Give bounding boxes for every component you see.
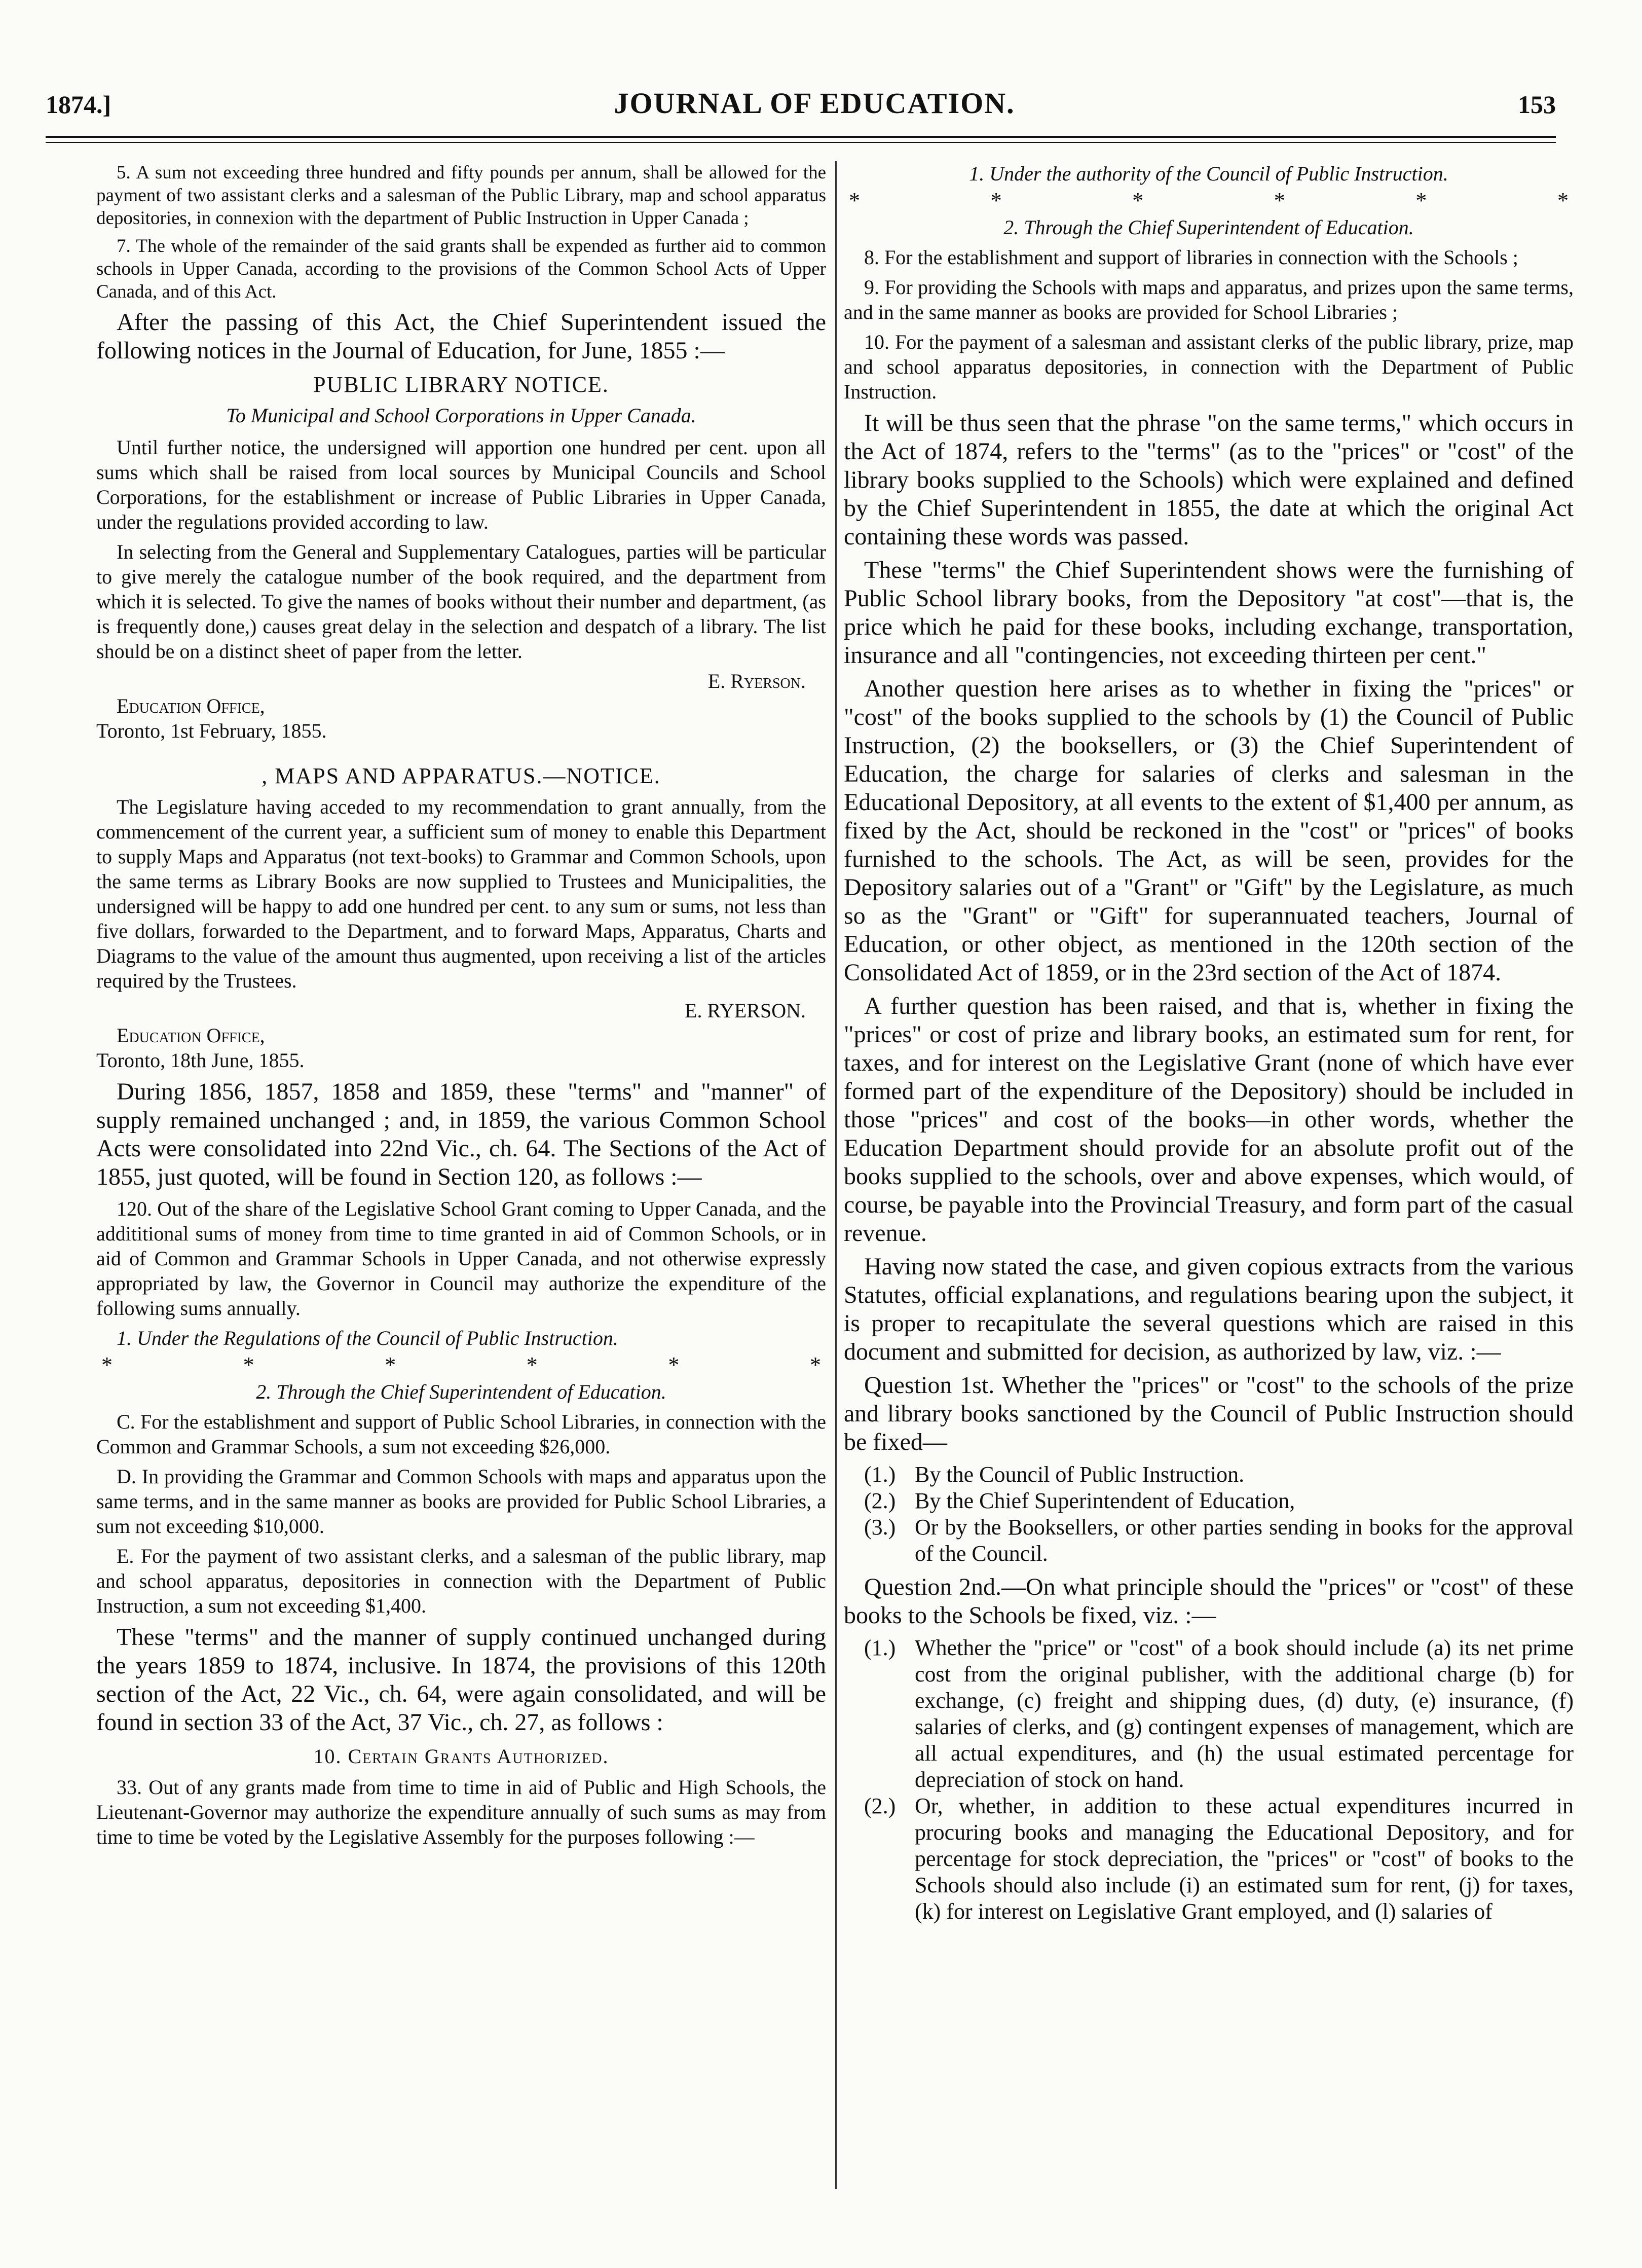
question-2-options [864,1635,1574,1925]
section-heading: PUBLIC LIBRARY NOTICE. [313,372,609,397]
section-heading: 10. Certain Grants Authorized. [313,1745,609,1768]
paragraph: 5. A sum not exceeding three hundred and fifty pounds per annum, shall be allowed for the payment of two assistant clerks and a salesman of the Public Library, map and school apparatus depositories, in connexion with the department of Public Instruction in Upper Canada ; [96,162,826,229]
numbered-heading: 2. Through the Chief Superintendent of Education. [1003,216,1414,239]
right-column [844,161,1574,2240]
signature: E. RYERSON. [685,999,806,1022]
paragraph: It will be thus seen that the phrase "on the same terms," which occurs in the Act of 1874, refers to the "terms" (as to the "prices" or "cost" of the library books supplied to the Schools) which were explained and defined by the Chief Superintendent in 1855, the date at which the original Act containing these words was passed. [844,410,1574,550]
paragraph: These "terms" the Chief Superintendent shows were the furnishing of Public School library books, from the Depository "at cost"—that is, the price which he paid for these books, including exchange, transportation, insurance and all "contingencies, not exceeding thirteen per cent." [844,557,1574,669]
paragraph: C. For the establishment and support of Public School Libraries, in connection with the Common and Grammar Schools, a sum not exceeding $26,000. [96,1410,826,1458]
asterisk-row: * * * * * * [849,188,1569,213]
header-rule [46,136,1556,138]
paragraph: After the passing of this Act, the Chief Superintendent issued the following notices in the Journal of Education, for June, 1855 :— [96,309,826,364]
list-item: (2.) Or, whether, in addition to these actual expenditures incurred in procuring books and managing the Educational Depository, and for percentage for stock depreciation, the "prices" or "cost" of books to the Schools should also include (i) an estimated sum for rent, (j) for taxes, (k) for interest on Legislative Grant employed, and (l) salaries of [864,1794,1574,1924]
paragraph: 7. The whole of the remainder of the said grants shall be expended as further aid to common schools in Upper Canada, according to the provisions of the Common School Acts of Upper Canada, and of this Act. [96,236,826,302]
question-1: Question 1st. Whether the "prices" or "cost" to the schools of the prize and library books sanctioned by the Council of Public Instruction should be fixed— [844,1372,1574,1455]
header-rule-thin [46,142,1556,143]
numbered-heading: 1. Under the Regulations of the Council of Public Instruction. [117,1327,618,1349]
question-2: Question 2nd.—On what principle should the "prices" or "cost" of these books to the Schools be fixed, viz. :— [844,1574,1574,1629]
paragraph: 120. Out of the share of the Legislative School Grant coming to Upper Canada, and the addititional sums of money from time to time granted in aid of Common Schools, or in aid of Common and Grammar Schools in Upper Canada, and not otherwise expressly appropriated by law, the Governor in Council may authorize the expenditure of the following sums annually. [96,1197,826,1320]
header-year: 1874.] [46,90,111,119]
date-line: Toronto, 18th June, 1855. [96,1049,305,1072]
numbered-heading: 2. Through the Chief Superintendent of Education. [256,1380,666,1403]
date-line: Toronto, 1st February, 1855. [96,719,327,742]
office-line: Education Office, [117,1024,265,1047]
paragraph: D. In providing the Grammar and Common Schools with maps and apparatus upon the same terms, and in the same manner as books are provided for Public School Libraries, a sum not exceeding $10,000. [96,1465,826,1538]
list-item: (1.) Whether the "price" or "cost" of a book should include (a) its net prime cost from the original publisher, with the additional charge (b) for exchange, (c) freight and shipping dues, (d) duty, (e) insurance, (f) salaries of clerks, and (g) contingent expenses of management, which are all actual expenditures, and (h) the usual estimated percentage for depreciation of stock on hand. [864,1635,1574,1792]
paragraph: 8. For the establishment and support of libraries in connection with the Schools ; [864,246,1518,269]
paragraph: Having now stated the case, and given copious extracts from the various Statutes, official explanations, and regulations bearing upon the subject, it is proper to recapitulate the several questions which are raised in this document and submitted for decision, as authorized by law, viz. :— [844,1253,1574,1365]
list-item: (2.) By the Chief Superintendent of Education, [864,1488,1295,1513]
paragraph: Until further notice, the undersigned will apportion one hundred per cent. upon all sums which shall be raised from local sources by Municipal Councils and School Corporations, for the establishment or increase of Public Libraries in Upper Canada, under the regulations provided according to law. [96,436,826,533]
paragraph: 33. Out of any grants made from time to time in aid of Public and High Schools, the Lieutenant-Governor may authorize the expenditure annually of such sums as may from time to time be voted by the Legislative Assembly for the purposes following :— [96,1776,826,1848]
journal-title: JOURNAL OF EDUCATION. [614,87,1015,120]
list-item: (1.) By the Council of Public Instruction. [864,1462,1245,1487]
office-line: Education Office, [117,694,265,717]
list-item: (3.) Or by the Booksellers, or other parties sending in books for the approval of the Council. [864,1515,1574,1566]
left-column [96,161,826,2240]
paragraph: In selecting from the General and Supplementary Catalogues, parties will be particular to give merely the catalogue number of the book required, and the department from which it is selected. To give the names of books without their number and department, (as is frequently done,) causes great delay in the selection and despatch of a library. The list should be on a distinct sheet of paper from the letter. [96,540,826,663]
paragraph: The Legislature having acceded to my recommendation to grant annually, from the commencement of the current year, a sufficient sum of money to enable this Department to supply Maps and Apparatus (not text-books) to Grammar and Common Schools, upon the same terms as Library Books are now supplied to Trustees and Municipalities, the undersigned will be happy to add one hundred per cent. to any sum or sums, not less than five dollars, forwarded to the Department, and to forward Maps, Apparatus, Charts and Diagrams to the value of the amount thus augmented, upon receiving a list of the articles required by the Trustees. [96,795,826,992]
paragraph: E. For the payment of two assistant clerks, and a salesman of the public library, map and school apparatus, depositories in connection with the Department of Public Instruction, a sum not exceeding $1,400. [96,1545,826,1617]
signature: E. Ryerson. [707,670,806,692]
column-divider [835,161,837,2189]
paragraph: 9. For providing the Schools with maps and apparatus, and prizes upon the same terms, and in the same manner as books are provided for School Libraries ; [844,276,1574,323]
numbered-heading: 1. Under the authority of the Council of Public Instruction. [969,162,1448,185]
asterisk-row: * * * * * * [101,1352,821,1377]
paragraph: Another question here arises as to whether in fixing the "prices" or "cost" of the books supplied to the schools by (1) the Council of Public Instruction, (2) the booksellers, or (3) the Chief Superintendent of Education, the charge for salaries of clerks and salesman in the Educational Depository, at all events to the extent of $1,400 per annum, as fixed by the Act, should be reckoned in the "cost" or "prices" of books furnished to the schools. The Act, as will be seen, provides for the Depository salaries out of a "Grant" or "Gift" by the Legislature, as much so as the "Grant" or "Gift" for superannuated teachers, Journal of Education, or other object, as mentioned in the 120th section of the Consolidated Act of 1859, or in the 23rd section of the Act of 1874. [844,675,1574,986]
page-header [46,86,1556,132]
section-subheading: To Municipal and School Corporations in Upper Canada. [226,404,696,427]
paragraph: These "terms" and the manner of supply continued unchanged during the years 1859 to 1874, inclusive. In 1874, the provisions of this 120th section of the Act, 22 Vic., ch. 64, were again consolidated, and will be found in section 33 of the Act, 37 Vic., ch. 27, as follows : [96,1624,826,1736]
question-1-options [864,1461,1574,1567]
page-number: 153 [1518,90,1556,119]
paragraph: During 1856, 1857, 1858 and 1859, these "terms" and "manner" of supply remained unchanged ; and, in 1859, the various Common School Acts were consolidated into 22nd Vic., ch. 64. The Sections of the Act of 1855, just quoted, will be found in Section 120, as follows :— [96,1078,826,1190]
paragraph: 10. For the payment of a salesman and assistant clerks of the public library, prize, map and school apparatus depositories, in connection with the Department of Public Instruction. [844,331,1574,403]
paragraph: A further question has been raised, and that is, whether in fixing the "prices" or cost of prize and library books, an estimated sum for rent, for taxes, and for interest on the Legislative Grant (none of which have ever formed part of the expenditure of the Depository) should be included in those "prices" and cost of the books—in other words, whether the Education Department should provide for an absolute profit out of the books supplied to the schools, over and above expenses, which would, of course, be payable into the Provincial Treasury, and form part of the casual revenue. [844,993,1574,1247]
section-heading: , MAPS AND APPARATUS.—NOTICE. [262,763,661,788]
